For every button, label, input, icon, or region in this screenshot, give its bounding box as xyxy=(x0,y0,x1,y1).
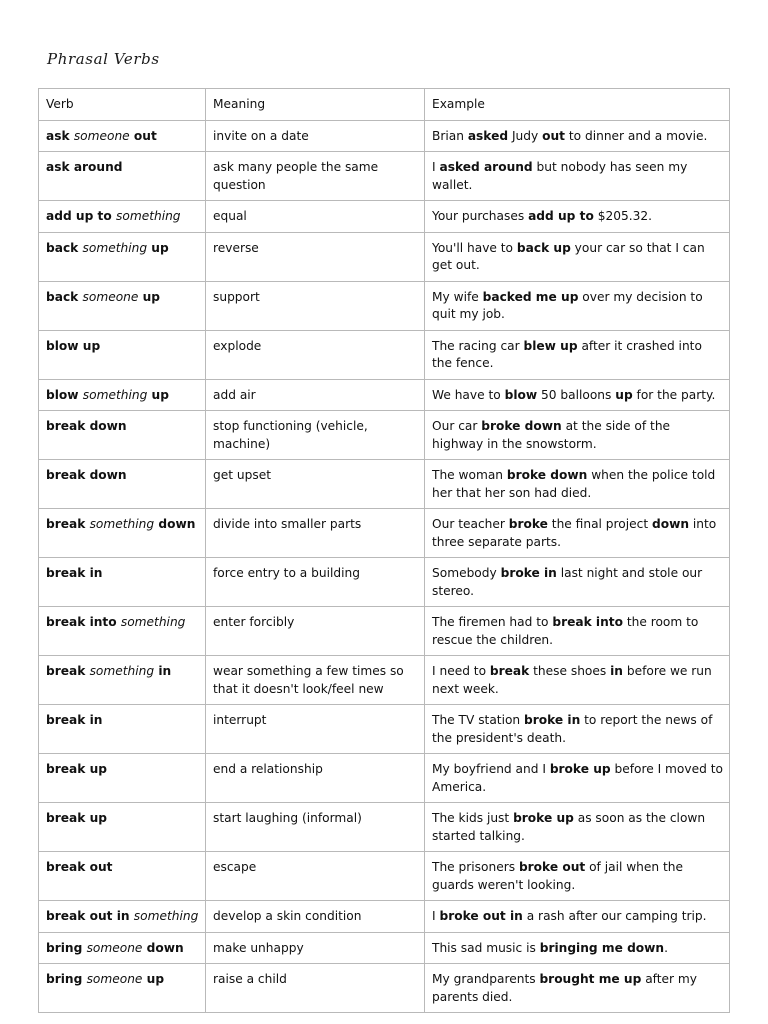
example-cell xyxy=(425,932,730,964)
text-segment: This sad music is xyxy=(432,940,540,955)
text-segment: something xyxy=(82,387,148,402)
text-segment: bring xyxy=(46,940,87,955)
text-segment: something xyxy=(133,909,199,923)
text-segment: something xyxy=(89,517,155,531)
meaning-cell: explode xyxy=(206,330,425,379)
text-segment: break out xyxy=(46,860,113,874)
example-cell xyxy=(425,754,730,803)
text-segment: the room to rescue the children. xyxy=(432,615,699,647)
meaning-cell: interrupt xyxy=(206,705,425,754)
text-segment: broke in xyxy=(500,566,557,580)
text-segment: over my decision to quit my job. xyxy=(432,289,703,321)
text-segment: something xyxy=(89,664,155,678)
table-body xyxy=(39,120,730,1013)
text-segment: blow xyxy=(46,387,83,402)
meaning-cell: start laughing (informal) xyxy=(206,803,425,852)
text-segment: into three separate parts. xyxy=(432,517,717,549)
table-row xyxy=(39,932,730,964)
verb-cell xyxy=(39,558,206,607)
text-segment: back xyxy=(46,240,83,255)
header-example: Example xyxy=(425,89,730,121)
text-segment: break xyxy=(46,664,90,678)
text-segment: broke in xyxy=(524,713,581,727)
text-segment: My wife xyxy=(432,289,483,304)
text-segment: add up to xyxy=(46,209,117,223)
text-segment: these shoes xyxy=(529,664,611,678)
meaning-cell: end a relationship xyxy=(206,754,425,803)
text-segment: the final project xyxy=(547,517,652,531)
text-segment: down xyxy=(142,940,184,955)
header-meaning: Meaning xyxy=(206,89,425,121)
text-segment: in xyxy=(610,664,623,678)
table-row xyxy=(39,509,730,558)
example-cell xyxy=(425,852,730,901)
text-segment: back xyxy=(46,289,83,304)
text-segment: as soon as the clown started talking. xyxy=(432,811,706,843)
verb-cell xyxy=(39,803,206,852)
text-segment: last night and stole our stereo. xyxy=(432,566,703,598)
table-row xyxy=(39,656,730,705)
meaning-cell: invite on a date xyxy=(206,120,425,152)
text-segment: bringing me down xyxy=(539,940,665,955)
text-segment: break out in xyxy=(46,909,134,923)
text-segment: brought me up xyxy=(539,972,642,986)
text-segment: break in xyxy=(46,713,103,727)
table-row xyxy=(39,281,730,330)
meaning-cell: escape xyxy=(206,852,425,901)
verb-cell xyxy=(39,964,206,1013)
text-segment: bring xyxy=(46,972,87,986)
text-segment: $205.32. xyxy=(593,209,652,223)
example-cell xyxy=(425,607,730,656)
table-row xyxy=(39,803,730,852)
example-cell xyxy=(425,330,730,379)
text-segment: asked around xyxy=(439,160,533,174)
verb-cell xyxy=(39,754,206,803)
example-cell xyxy=(425,656,730,705)
text-segment: The prisoners xyxy=(432,860,519,874)
text-segment: ask around xyxy=(46,160,123,174)
text-segment: broke up xyxy=(549,762,611,776)
verb-cell xyxy=(39,152,206,201)
text-segment: Brian xyxy=(432,128,468,143)
text-segment: My boyfriend and I xyxy=(432,762,550,776)
text-segment: your car so that I can get out. xyxy=(432,240,705,272)
text-segment: someone xyxy=(73,128,130,143)
table-row xyxy=(39,705,730,754)
text-segment: broke up xyxy=(513,811,574,825)
text-segment: down xyxy=(154,517,196,531)
meaning-cell: support xyxy=(206,281,425,330)
example-cell xyxy=(425,705,730,754)
verb-cell xyxy=(39,330,206,379)
example-cell xyxy=(425,509,730,558)
example-cell xyxy=(425,152,730,201)
verb-cell xyxy=(39,281,206,330)
text-segment: break xyxy=(46,517,90,531)
text-segment: up xyxy=(142,972,165,986)
verb-cell xyxy=(39,852,206,901)
text-segment: something xyxy=(120,615,186,629)
table-row xyxy=(39,232,730,281)
text-segment: The TV station xyxy=(432,713,525,727)
text-segment: You'll have to xyxy=(432,240,517,255)
example-cell xyxy=(425,232,730,281)
meaning-cell: stop functioning (vehicle, machine) xyxy=(206,411,425,460)
table-row xyxy=(39,754,730,803)
example-cell xyxy=(425,964,730,1013)
text-segment: up xyxy=(138,289,161,304)
example-cell xyxy=(425,379,730,411)
text-segment: someone xyxy=(86,972,143,986)
table-row xyxy=(39,411,730,460)
text-segment: We have to xyxy=(432,387,505,402)
verb-cell xyxy=(39,509,206,558)
text-segment: I need to xyxy=(432,664,490,678)
text-segment: break down xyxy=(46,419,127,433)
text-segment: My grandparents xyxy=(432,972,540,986)
example-cell xyxy=(425,411,730,460)
table-row xyxy=(39,901,730,933)
text-segment: at the side of the highway in the snowstorm. xyxy=(432,419,671,451)
table-row xyxy=(39,460,730,509)
verb-cell xyxy=(39,201,206,233)
text-segment: someone xyxy=(86,940,143,955)
text-segment: ask xyxy=(46,128,74,143)
text-segment: before we run next week. xyxy=(432,664,712,696)
text-segment: of jail when the guards weren't looking. xyxy=(432,860,684,892)
meaning-cell: add air xyxy=(206,379,425,411)
table-row xyxy=(39,558,730,607)
text-segment: broke out xyxy=(518,860,586,874)
example-cell xyxy=(425,460,730,509)
table-row xyxy=(39,330,730,379)
text-segment: after my parents died. xyxy=(432,972,697,1004)
example-cell xyxy=(425,120,730,152)
verb-cell xyxy=(39,411,206,460)
text-segment: break into xyxy=(46,615,121,629)
text-segment: Our car xyxy=(432,419,482,433)
table-header-row xyxy=(39,89,730,121)
verb-cell xyxy=(39,932,206,964)
text-segment: something xyxy=(82,240,148,255)
verb-cell xyxy=(39,901,206,933)
text-segment: when the police told her that her son had died. xyxy=(432,468,716,500)
verb-cell xyxy=(39,460,206,509)
text-segment: break in xyxy=(46,566,103,580)
verb-cell xyxy=(39,656,206,705)
table-row xyxy=(39,852,730,901)
meaning-cell: reverse xyxy=(206,232,425,281)
meaning-cell: wear something a few times so that it doesn't look/feel new xyxy=(206,656,425,705)
text-segment: up xyxy=(147,240,169,255)
text-segment: blew up xyxy=(523,338,578,353)
example-cell xyxy=(425,803,730,852)
meaning-cell: make unhappy xyxy=(206,932,425,964)
text-segment: broke down xyxy=(506,468,588,482)
text-segment: The woman xyxy=(432,468,507,482)
meaning-cell: divide into smaller parts xyxy=(206,509,425,558)
verb-cell xyxy=(39,607,206,656)
meaning-cell: develop a skin condition xyxy=(206,901,425,933)
phrasal-verbs-table xyxy=(38,88,730,1013)
table-row xyxy=(39,120,730,152)
text-segment: break xyxy=(489,664,530,678)
text-segment: to report the news of the president's death. xyxy=(432,713,713,745)
example-cell xyxy=(425,558,730,607)
text-segment: broke xyxy=(508,517,548,531)
table-row xyxy=(39,379,730,411)
text-segment: . xyxy=(664,940,668,955)
text-segment: but nobody has seen my wallet. xyxy=(432,160,688,192)
text-segment: break into xyxy=(552,615,623,629)
text-segment: Judy xyxy=(508,128,543,143)
text-segment: I xyxy=(432,160,440,174)
text-segment: out xyxy=(542,128,565,143)
text-segment: 50 balloons xyxy=(537,387,616,402)
text-segment: Our teacher xyxy=(432,517,509,531)
text-segment: break down xyxy=(46,468,127,482)
text-segment: The racing car xyxy=(432,338,524,353)
text-segment: Your purchases xyxy=(432,209,529,223)
text-segment: The firemen had to xyxy=(432,615,553,629)
text-segment: asked xyxy=(467,128,509,143)
text-segment: blow up xyxy=(46,338,101,353)
meaning-cell: equal xyxy=(206,201,425,233)
verb-cell xyxy=(39,705,206,754)
text-segment: for the party. xyxy=(632,387,716,402)
text-segment: back up xyxy=(516,240,571,255)
text-segment: up xyxy=(615,387,633,402)
verb-cell xyxy=(39,232,206,281)
table-row xyxy=(39,201,730,233)
text-segment: broke down xyxy=(481,419,562,433)
meaning-cell: force entry to a building xyxy=(206,558,425,607)
text-segment: a rash after our camping trip. xyxy=(522,909,707,923)
meaning-cell: raise a child xyxy=(206,964,425,1013)
document-title: Phrasal Verbs xyxy=(47,50,160,68)
example-cell xyxy=(425,201,730,233)
text-segment: broke out in xyxy=(439,909,523,923)
verb-cell xyxy=(39,379,206,411)
example-cell xyxy=(425,281,730,330)
text-segment: break up xyxy=(46,811,107,825)
header-verb: Verb xyxy=(39,89,206,121)
text-segment: after it crashed into the fence. xyxy=(432,338,702,370)
text-segment: add up to xyxy=(528,209,594,223)
table-row xyxy=(39,152,730,201)
text-segment: break up xyxy=(46,762,107,776)
text-segment: backed me up xyxy=(482,289,579,304)
example-cell xyxy=(425,901,730,933)
text-segment: up xyxy=(147,387,169,402)
text-segment: before I moved to America. xyxy=(432,762,723,794)
text-segment: blow xyxy=(504,387,538,402)
text-segment: in xyxy=(154,664,172,678)
text-segment: out xyxy=(129,128,157,143)
text-segment: I xyxy=(432,909,440,923)
table-row xyxy=(39,964,730,1013)
text-segment: down xyxy=(651,517,690,531)
meaning-cell: enter forcibly xyxy=(206,607,425,656)
meaning-cell: get upset xyxy=(206,460,425,509)
table-row xyxy=(39,607,730,656)
verb-cell xyxy=(39,120,206,152)
meaning-cell: ask many people the same question xyxy=(206,152,425,201)
text-segment: to dinner and a movie. xyxy=(564,128,708,143)
text-segment: The kids just xyxy=(432,811,514,825)
text-segment: something xyxy=(116,209,181,223)
text-segment: Somebody xyxy=(432,566,501,580)
text-segment: someone xyxy=(82,289,139,304)
